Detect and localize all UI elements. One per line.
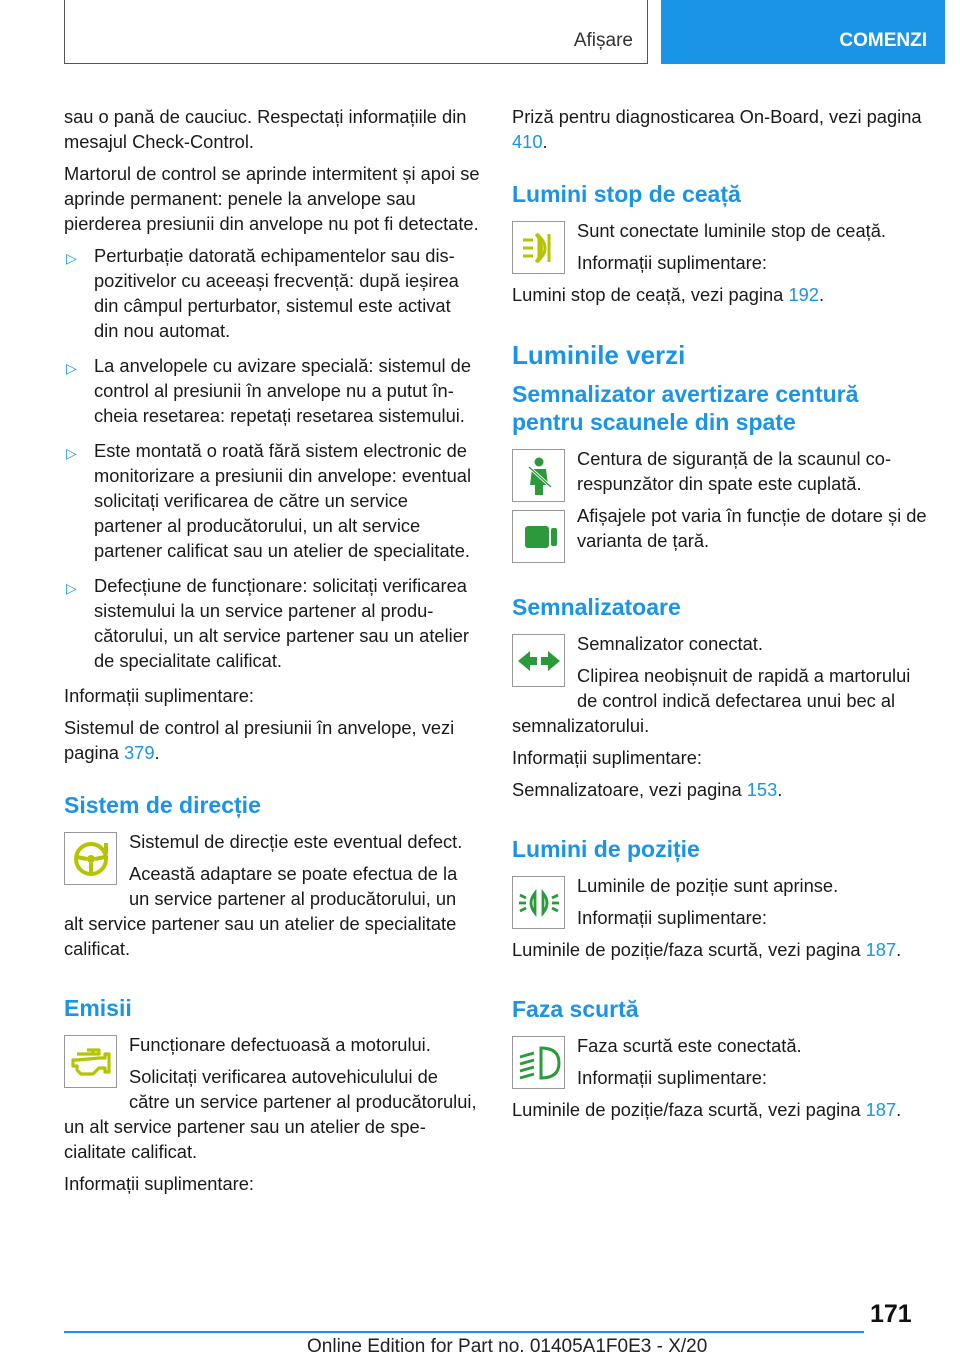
steering-warning-icon [64,832,117,885]
section-heading-position: Lumini de poziție [512,836,700,862]
section-heading-lowbeam: Faza scurtă [512,996,639,1022]
paragraph: Solicitați verificarea autovehiculului de către un service partener al producătorului, un alt service partener sau un atelier de specialitate calificat. [64,1066,477,1162]
list-item: ▷ Este montată o roată fără sistem electronic de monitorizare a presiunii din anvelope: eventual solicitați verificarea de către un service partener al producătorului, un alt service partener calificat sau un atelier de specialitate. [66,440,472,561]
reference: Luminile de poziție/faza scurtă, vezi pagina 187. [512,939,902,960]
section-heading-emissions: Emisii [64,995,132,1021]
page-link[interactable]: 187 [865,939,897,960]
position-lights-icon [512,876,565,929]
rear-fog-light-icon [512,221,565,274]
header-tab-active-label: COMENZI [839,30,927,51]
paragraph: Sunt conectate luminile stop de ceață. [577,220,886,241]
engine-check-icon [64,1035,117,1088]
left-column [64,104,480,1203]
reference: Luminile de poziție/faza scurtă, vezi pagina 187. [512,1099,902,1120]
paragraph: Clipirea neobișnuit de rapidă a martorului de control indică defectarea unui bec al semnalizatorului. [512,665,911,736]
section-heading-fog: Lumini stop de ceață [512,181,741,207]
triangle-bullet-icon: ▷ [66,445,77,461]
page-link[interactable]: 153 [746,779,778,800]
section-heading-seatbelt: Semnalizator avertizare centură pentru scaunele din spate [512,381,859,435]
seatbelt-icon [512,449,565,502]
page-link[interactable]: 187 [865,1099,897,1120]
info-label: Informații suplimentare: [64,1173,254,1194]
section-heading-turn: Semnalizatoare [512,594,681,620]
triangle-bullet-icon: ▷ [66,580,77,596]
paragraph: sau o pană de cauciuc. Respectați informațiile din mesajul Check-Control. [64,106,467,152]
list-item: ▷ Defecțiune de funcționare: solicitați verificarea sistemului la un service partener al producătorului, un alt service partener sau un atelier de specialitate calificat. [66,575,469,671]
list-item: ▷ Perturbație datorată echipamentelor sau dispozitivelor cu aceeași frecvență: după ieșirea din câmpul perturbator, sistemul este activat din nou automat. [66,245,459,341]
paragraph: Sistemul de direcție este eventual defect. [129,831,463,852]
rear-seat-belt-status-icon [512,510,565,563]
low-beam-icon [512,1036,565,1089]
page-link[interactable]: 379 [123,742,155,763]
header-tab-section-label: Afișare [573,30,633,51]
reference: Sistemul de control al presiunii în anvelope, vezi pagina 379. [64,717,455,763]
info-label: Informații suplimentare: [577,907,767,928]
paragraph: Afișajele pot varia în funcție de dotare și de varianta de țară. [577,505,927,551]
section-heading-steering: Sistem de direcție [64,792,261,818]
info-label: Informații suplimentare: [512,747,702,768]
right-column [512,104,928,1129]
info-label: Informații suplimentare: [577,1067,767,1088]
section-heading-green: Luminile verzi [512,340,686,370]
paragraph: Faza scurtă este conectată. [577,1035,802,1056]
page-link[interactable]: 410 [512,131,543,152]
paragraph: Funcționare defectuoasă a motorului. [129,1034,431,1055]
paragraph: Semnalizator conectat. [577,633,763,654]
header-tab-section[interactable] [64,0,648,64]
footer-divider [64,1331,864,1333]
triangle-bullet-icon: ▷ [66,360,77,376]
paragraph: Centura de siguranță de la scaunul corespunzător din spate este cuplată. [577,448,892,494]
reference: Semnalizatoare, vezi pagina 153. [512,779,783,800]
seatbelt-icon-stack [512,446,577,567]
triangle-bullet-icon: ▷ [66,250,77,266]
paragraph: Luminile de poziție sunt aprinse. [577,875,839,896]
paragraph: Martorul de control se aprinde intermitent și apoi se aprinde permanent: penele la anvelope sau pierderea presiunii din anvelope nu pot fi detectate. [64,163,480,234]
page-number: 171 [870,1300,912,1328]
paragraph: Această adaptare se poate efectua de la un service partener al producătorului, un alt service partener sau un atelier de specialitate calificat. [64,863,458,959]
turn-signal-arrows-icon [512,634,565,687]
list-item: ▷ La anvelopele cu avizare specială: sistemul de control al presiunii în anvelope nu a putut încheia resetarea: repetați resetarea sistemului. [66,355,472,426]
page-link[interactable]: 192 [788,284,819,305]
info-label: Informații suplimentare: [577,252,767,273]
reference: Priză pentru diagnosticarea On-Board, vezi pagina 410. [512,106,922,152]
reference: Lumini stop de ceață, vezi pagina 192. [512,284,825,305]
footer-edition: Online Edition for Part no. 01405A1F0E3 - X/20 [307,1336,708,1357]
info-label: Informații suplimentare: [64,685,254,706]
header-tab-active[interactable] [661,0,945,64]
